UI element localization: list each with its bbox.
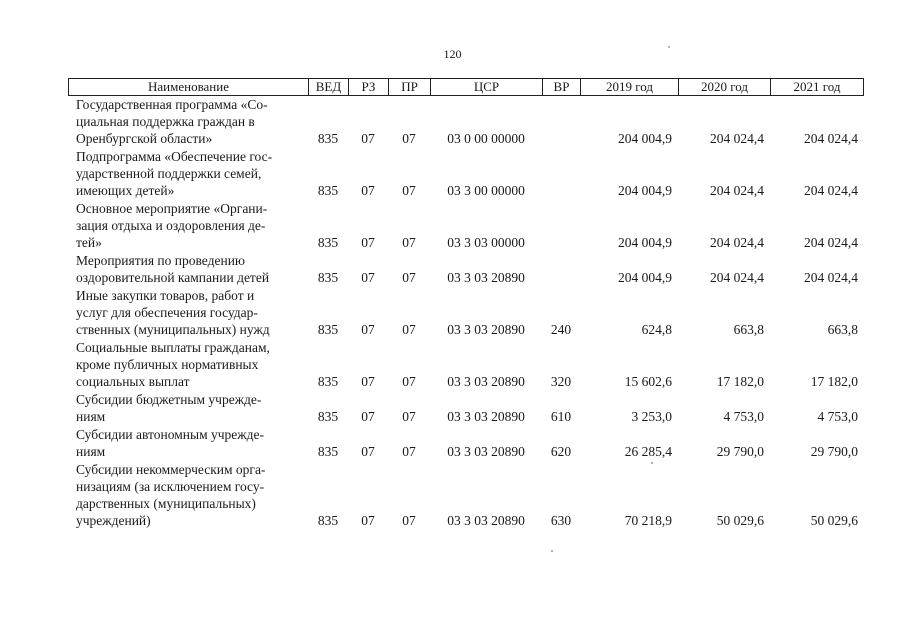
table-body <box>68 96 864 530</box>
row-vr: 320 <box>550 374 572 389</box>
row-2020: 204 024,4 <box>710 183 764 198</box>
row-rz: 07 <box>361 409 375 424</box>
row-ved: 835 <box>317 409 339 424</box>
row-vr: 240 <box>550 322 572 337</box>
row-pr: 07 <box>402 409 416 424</box>
header-2020: 2020 год <box>678 79 770 95</box>
row-name: Иные закупки товаров, работ и услуг для обеспечения государ- ственных (муниципальных) нужд <box>76 288 270 337</box>
budget-table <box>68 78 864 530</box>
table-row <box>68 96 864 148</box>
row-2020: 204 024,4 <box>710 270 764 285</box>
row-2019: 204 004,9 <box>618 270 672 285</box>
row-2021: 4 753,0 <box>817 409 858 424</box>
row-2019: 15 602,6 <box>624 374 672 389</box>
row-pr: 07 <box>402 513 416 528</box>
row-pr: 07 <box>402 270 416 285</box>
row-csr: 03 3 03 20890 <box>447 444 525 459</box>
table-row <box>68 287 864 339</box>
row-2021: 50 029,6 <box>810 513 858 528</box>
row-ved: 835 <box>317 131 339 146</box>
table-row <box>68 148 864 200</box>
row-pr: 07 <box>402 322 416 337</box>
row-ved: 835 <box>317 270 339 285</box>
row-ved: 835 <box>317 322 339 337</box>
row-name: Социальные выплаты гражданам, кроме публичных нормативных социальных выплат <box>76 340 270 389</box>
scan-speck <box>551 550 553 552</box>
row-ved: 835 <box>317 374 339 389</box>
row-rz: 07 <box>361 322 375 337</box>
row-2019: 26 285,4 <box>624 444 672 459</box>
row-csr: 03 3 03 20890 <box>447 270 525 285</box>
row-pr: 07 <box>402 374 416 389</box>
row-2021: 204 024,4 <box>804 235 858 250</box>
row-2019: 204 004,9 <box>618 183 672 198</box>
row-csr: 03 3 03 20890 <box>447 322 525 337</box>
row-pr: 07 <box>402 131 416 146</box>
row-2020: 4 753,0 <box>723 409 764 424</box>
row-vr: 620 <box>550 444 572 459</box>
header-ved: ВЕД <box>308 79 348 95</box>
row-2020: 663,8 <box>733 322 764 337</box>
table-row <box>68 426 864 461</box>
table-row <box>68 391 864 426</box>
row-rz: 07 <box>361 444 375 459</box>
row-name: Субсидии автономным учрежде- ниям <box>76 427 264 459</box>
row-vr: 610 <box>550 409 572 424</box>
header-pr: ПР <box>388 79 430 95</box>
row-rz: 07 <box>361 374 375 389</box>
row-rz: 07 <box>361 513 375 528</box>
row-ved: 835 <box>317 183 339 198</box>
row-2021: 204 024,4 <box>804 131 858 146</box>
row-rz: 07 <box>361 183 375 198</box>
row-csr: 03 3 03 00000 <box>447 235 525 250</box>
header-2021: 2021 год <box>770 79 864 95</box>
row-rz: 07 <box>361 235 375 250</box>
row-pr: 07 <box>402 444 416 459</box>
row-name: Субсидии бюджетным учрежде- ниям <box>76 392 262 424</box>
row-vr: 630 <box>550 513 572 528</box>
row-name: Подпрограмма «Обеспечение гос- ударственной поддержки семей, имеющих детей» <box>76 149 273 198</box>
row-2019: 3 253,0 <box>631 409 672 424</box>
row-csr: 03 3 00 00000 <box>447 183 525 198</box>
row-2019: 624,8 <box>641 322 672 337</box>
row-csr: 03 3 03 20890 <box>447 513 525 528</box>
row-rz: 07 <box>361 131 375 146</box>
table-row <box>68 461 864 530</box>
header-rz: РЗ <box>348 79 388 95</box>
row-name: Мероприятия по проведению оздоровительной кампании детей <box>76 253 270 285</box>
row-2021: 17 182,0 <box>810 374 858 389</box>
row-csr: 03 3 03 20890 <box>447 374 525 389</box>
page-number: 120 <box>443 47 462 61</box>
row-2019: 204 004,9 <box>618 235 672 250</box>
row-csr: 03 3 03 20890 <box>447 409 525 424</box>
row-2021: 204 024,4 <box>804 270 858 285</box>
row-2020: 29 790,0 <box>716 444 764 459</box>
row-ved: 835 <box>317 513 339 528</box>
row-2021: 663,8 <box>827 322 858 337</box>
row-2021: 204 024,4 <box>804 183 858 198</box>
row-2020: 50 029,6 <box>716 513 764 528</box>
row-pr: 07 <box>402 235 416 250</box>
row-rz: 07 <box>361 270 375 285</box>
row-2020: 17 182,0 <box>716 374 764 389</box>
row-pr: 07 <box>402 183 416 198</box>
row-name: Государственная программа «Со- циальная поддержка граждан в Оренбургской области» <box>76 97 268 146</box>
row-2020: 204 024,4 <box>710 235 764 250</box>
table-row <box>68 339 864 391</box>
row-name: Субсидии некоммерческим орга- низациям (за исключением госу- дарственных (муниципальных) учреждений) <box>76 462 266 528</box>
row-2020: 204 024,4 <box>710 131 764 146</box>
header-csr: ЦСР <box>430 79 542 95</box>
row-name: Основное мероприятие «Органи- зация отдыха и оздоровления де- тей» <box>76 201 268 250</box>
table-row <box>68 200 864 252</box>
table-header <box>68 78 864 96</box>
row-2019: 204 004,9 <box>618 131 672 146</box>
scan-speck <box>668 46 670 48</box>
row-csr: 03 0 00 00000 <box>447 131 525 146</box>
row-2019: 70 218,9 <box>624 513 672 528</box>
row-2021: 29 790,0 <box>810 444 858 459</box>
row-ved: 835 <box>317 235 339 250</box>
table-row <box>68 252 864 287</box>
row-ved: 835 <box>317 444 339 459</box>
header-vr: ВР <box>542 79 580 95</box>
header-name: Наименование <box>68 79 308 95</box>
header-2019: 2019 год <box>580 79 678 95</box>
